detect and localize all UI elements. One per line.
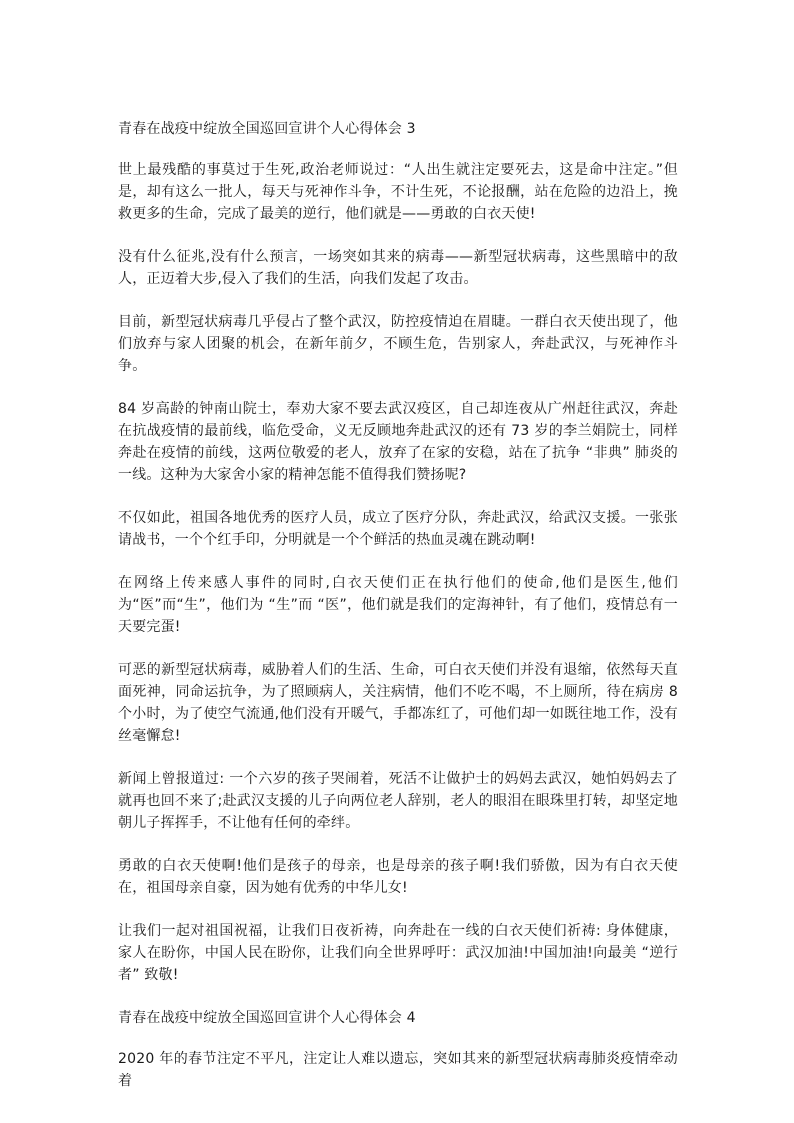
paragraph: 可恶的新型冠状病毒，威胁着人们的生活、生命，可白衣天使们并没有退缩，依然每天直面死神，同命运抗争，为了照顾病人，关注病情，他们不吃不喝，不上厕所，待在病房 8 个小时，为了使空气流通,他们没有开暖气，手都冻红了，可他们却一如既往地工作，没有丝毫懈怠! bbox=[118, 662, 678, 744]
section-heading-4: 青春在战疫中绽放全国巡回宣讲个人心得体会 4 bbox=[118, 1010, 416, 1026]
paragraph: 没有什么征兆,没有什么预言，一场突如其来的病毒——新型冠状病毒，这些黑暗中的敌人，正迈着大步,侵入了我们的生活，向我们发起了攻击。 bbox=[118, 249, 678, 287]
paragraph: 勇敢的白衣天使啊!他们是孩子的母亲，也是母亲的孩子啊!我们骄傲，因为有白衣天使在，祖国母亲自豪，因为她有优秀的中华儿女! bbox=[118, 858, 678, 896]
paragraph: 84 岁高龄的钟南山院士，奉劝大家不要去武汉疫区，自己却连夜从广州赶往武汉，奔赴在抗战疫情的最前线，临危受命，义无反顾地奔赴武汉的还有 73 岁的李兰娟院士，同样奔赴在疫情的前线，这两位敬爱的老人，放弃了在家的安稳，站在了抗争 “非典” 肺炎的一线。这种为大家舍小家的精神怎能不值得我们赞扬呢? bbox=[118, 401, 678, 483]
paragraph: 在网络上传来感人事件的同时,白衣天使们正在执行他们的使命,他们是医生,他们为“医”而“生”，他们为 “生”而 “医”，他们就是我们的定海神针，有了他们，疫情总有一天要完蛋! bbox=[118, 575, 678, 635]
paragraph: 新闻上曾报道过: 一个六岁的孩子哭闹着，死活不让做护士的妈妈去武汉，她怕妈妈去了就再也回不来了;赴武汉支援的儿子向两位老人辞别，老人的眼泪在眼珠里打转，却坚定地朝儿子挥挥手，不让他有任何的牵绊。 bbox=[118, 771, 678, 831]
paragraph: 2020 年的春节注定不平凡，注定让人难以遗忘，突如其来的新型冠状病毒肺炎疫情牵动着 bbox=[118, 1051, 678, 1089]
section-heading-3: 青春在战疫中绽放全国巡回宣讲个人心得体会 3 bbox=[118, 121, 416, 137]
paragraph: 目前，新型冠状病毒几乎侵占了整个武汉，防控疫情迫在眉睫。一群白衣天使出现了，他们放弃与家人团聚的机会，在新年前夕，不顾生危，告别家人，奔赴武汉，与死神作斗争。 bbox=[118, 314, 678, 374]
paragraph: 世上最残酷的事莫过于生死,政治老师说过：“人出生就注定要死去，这是命中注定。”但是，却有这么一批人，每天与死神作斗争，不计生死，不论报酬，站在危险的边沿上，挽救更多的生命，完成了最美的逆行，他们就是——勇敢的白衣天使! bbox=[118, 162, 678, 222]
paragraph: 让我们一起对祖国祝福，让我们日夜祈祷，向奔赴在一线的白衣天使们祈祷: 身体健康，家人在盼你，中国人民在盼你，让我们向全世界呼吁：武汉加油!中国加油!向最美 “逆行者” 致敬! bbox=[118, 923, 678, 983]
paragraph: 不仅如此，祖国各地优秀的医疗人员，成立了医疗分队，奔赴武汉，给武汉支援。一张张请战书，一个个红手印，分明就是一个个鲜活的热血灵魂在跳动啊! bbox=[118, 510, 678, 548]
document-page bbox=[118, 118, 678, 1092]
